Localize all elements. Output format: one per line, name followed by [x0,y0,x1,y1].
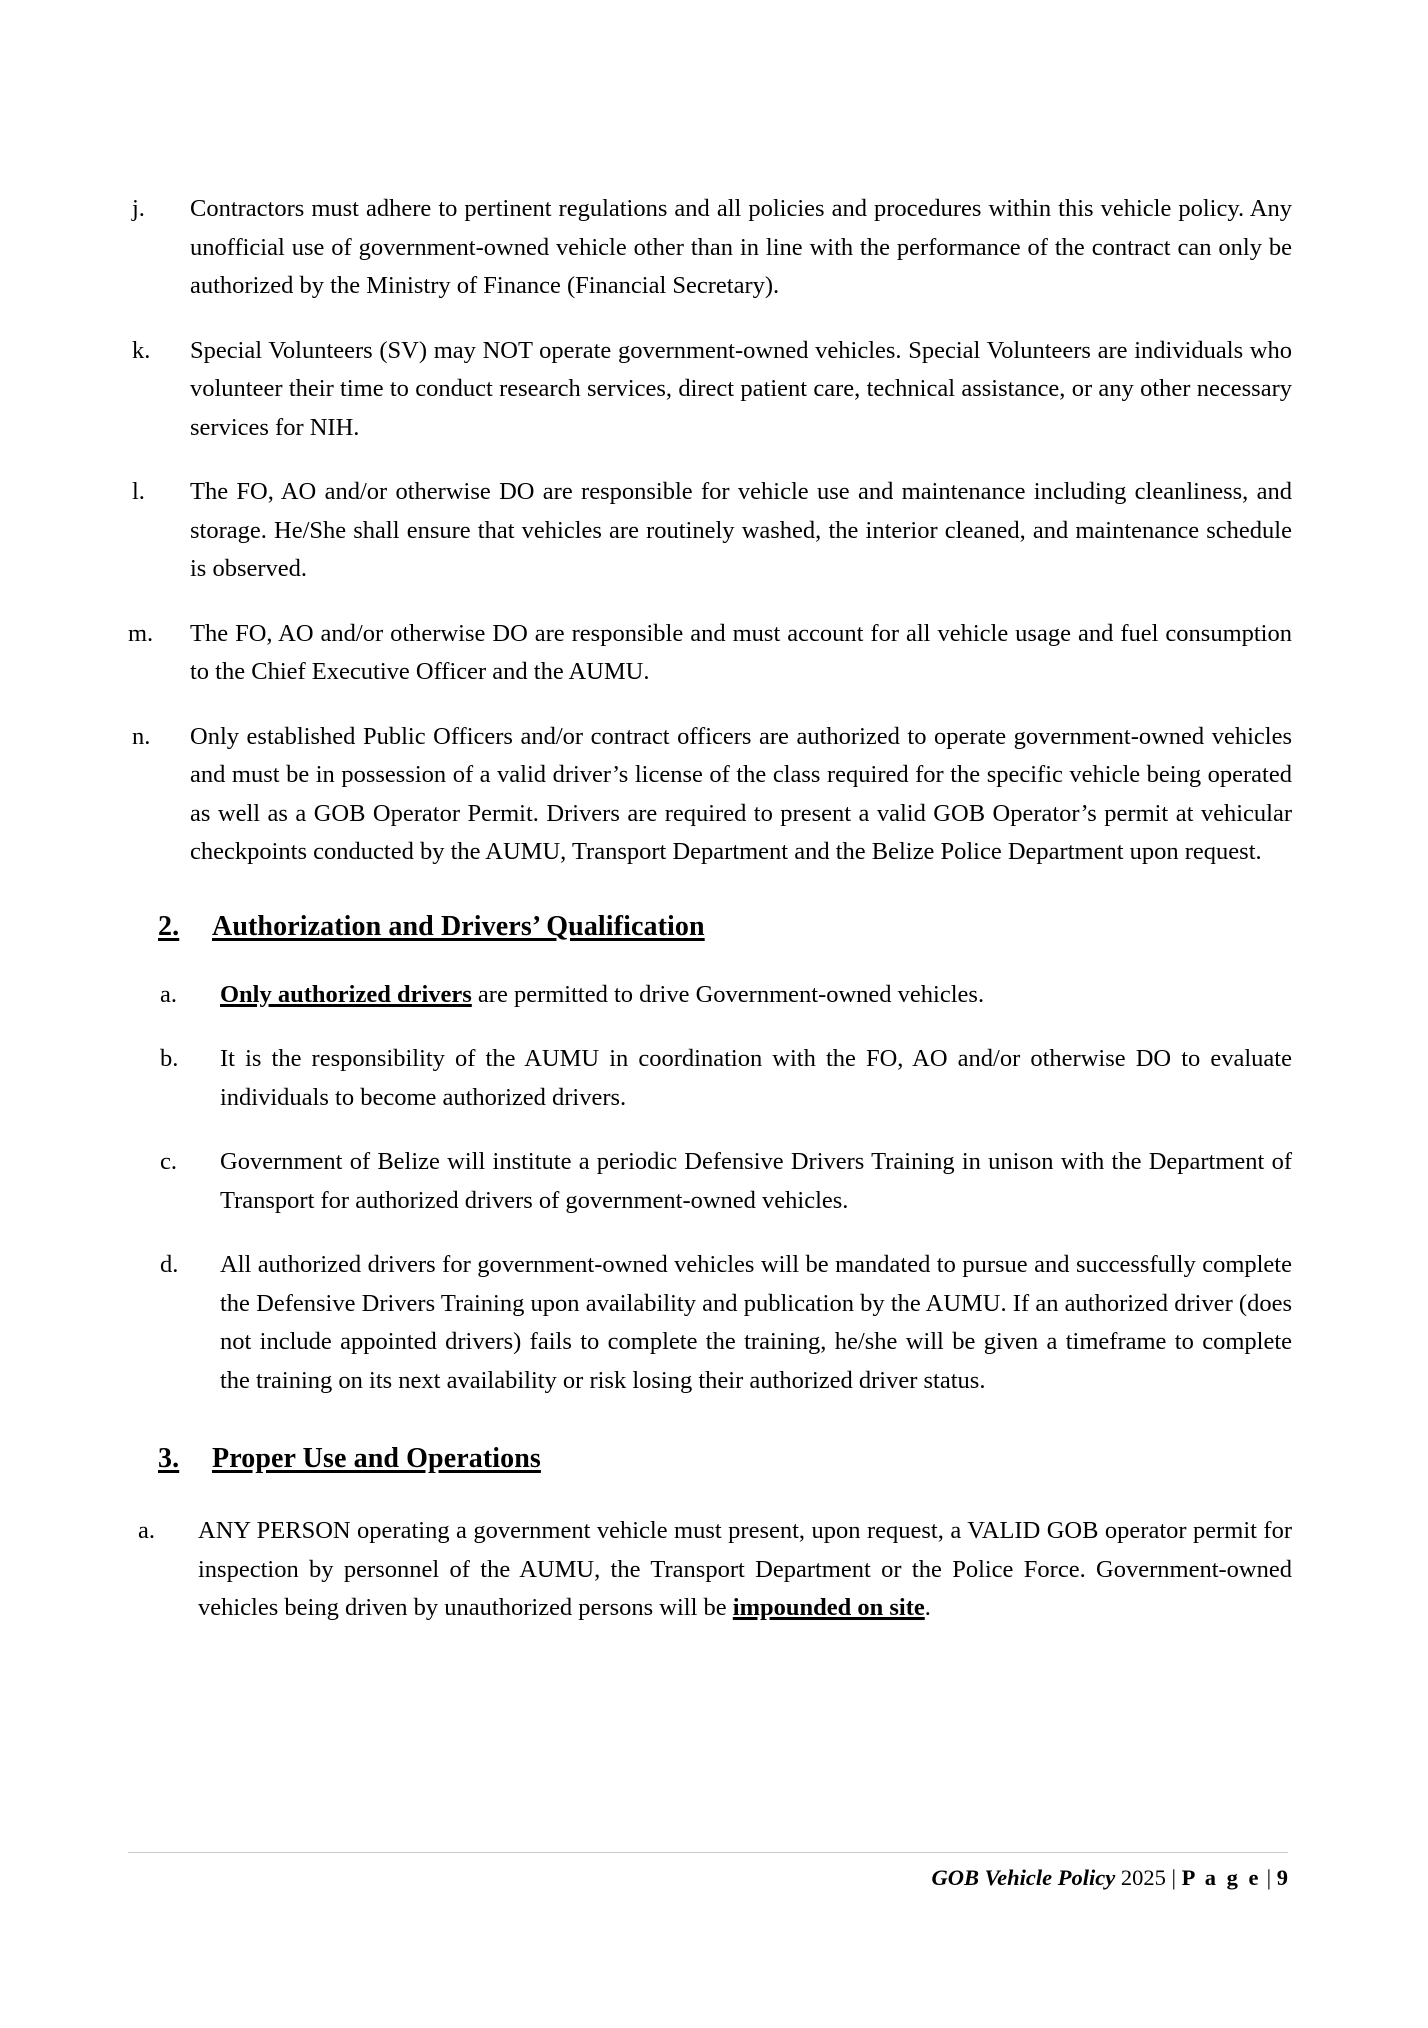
list-item-text-tail: . [924,1594,931,1621]
section-heading-3 [132,1440,1292,1478]
list-item-text: Contractors must adhere to pertinent regulations and all policies and procedures within this vehicle policy. Any unofficial use of government-owned vehicle other than in line with the performance of the contract can only be authorized by the Ministry of Finance (Financial Secretary). [190,195,1292,299]
footer-divider [128,1852,1288,1853]
list-marker: a. [160,980,177,1008]
list-item [138,1512,1292,1628]
list-item [132,473,1292,589]
list-item [160,976,1292,1015]
list-marker: n. [132,722,151,750]
footer-separator-2: | [1260,1865,1277,1890]
section-2-items [132,976,1292,1401]
list-item-text: The FO, AO and/or otherwise DO are responsible and must account for all vehicle usage and fuel consumption to the Chief Executive Officer and the AUMU. [190,619,1292,685]
list-item [128,615,1292,692]
list-item [132,190,1292,306]
list-marker: b. [160,1045,179,1072]
list-item-text: All authorized drivers for government-owned vehicles will be mandated to pursue and successfully complete the Defensive Drivers Training upon availability and publication by the AUMU. If an authorized driver (does not include appointed drivers) fails to complete the training, he/she will be given a timeframe to complete the training on its next availability or risk losing their authorized driver status. [220,1251,1292,1394]
list-marker: c. [160,1148,177,1175]
footer-separator-1: | [1165,1865,1182,1890]
section-3-items [132,1512,1292,1628]
list-marker: k. [132,336,151,364]
footer-page-label: P a g e [1181,1865,1261,1890]
list-item-text: Government of Belize will institute a periodic Defensive Drivers Training in unison with the Department of Transport for authorized drivers of government-owned vehicles. [220,1148,1292,1214]
list-item [160,1143,1292,1220]
list-marker: l. [132,478,145,505]
list-marker: d. [160,1251,179,1278]
list-item-text: Only established Public Officers and/or contract officers are authorized to operate government-owned vehicles and must be in possession of a valid driver’s license of the class required for the specific vehicle being operated as well as a GOB Operator Permit. Drivers are required to present a valid GOB Operator’s permit at vehicular checkpoints conducted by the AUMU, Transport Department and the Belize Police Department upon request. [190,722,1292,865]
list-marker: j. [132,195,145,222]
list-item [160,1040,1292,1117]
section-title: Proper Use and Operations [212,1443,541,1474]
section-title: Authorization and Drivers’ Qualification [212,910,705,942]
section-number: 3. [158,1443,180,1474]
emphasized-phrase: Only authorized drivers [220,980,472,1008]
list-item-text: It is the responsibility of the AUMU in coordination with the FO, AO and/or otherwise DO to evaluate individuals to become authorized drivers. [220,1045,1292,1111]
footer-doc-title: GOB Vehicle Policy [931,1865,1116,1890]
list-item-text: The FO, AO and/or otherwise DO are responsible for vehicle use and maintenance including cleanliness, and storage. He/She shall ensure that vehicles are routinely washed, the interior cleaned, and maintenance schedule is observed. [190,478,1292,582]
list-item-text: are permitted to drive Government-owned vehicles. [471,980,985,1008]
list-item [132,718,1292,872]
section-heading-2 [132,908,1292,946]
emphasized-phrase: impounded on site [732,1594,925,1621]
page-content [128,190,1292,1654]
list-marker: a. [138,1517,155,1544]
list-item-text: ANY PERSON operating a government vehicle must present, upon request, a VALID GOB operator permit for inspection by personnel of the AUMU, the Transport Department or the Police Force. Government-owned vehicles being driven by unauthorized persons will be [198,1517,1292,1621]
lettered-list-j-n [128,190,1292,872]
footer-page-number: 9 [1276,1865,1288,1890]
list-marker: m. [128,619,154,647]
page-footer [128,1862,1288,1894]
list-item-text: Special Volunteers (SV) may NOT operate government-owned vehicles. Special Volunteers are individuals who volunteer their time to conduct research services, direct patient care, technical assistance, or any other necessary services for NIH. [190,336,1292,441]
section-number: 2. [158,910,180,942]
footer-year: 2025 [1120,1865,1166,1890]
list-item [160,1246,1292,1400]
list-item [132,332,1292,448]
